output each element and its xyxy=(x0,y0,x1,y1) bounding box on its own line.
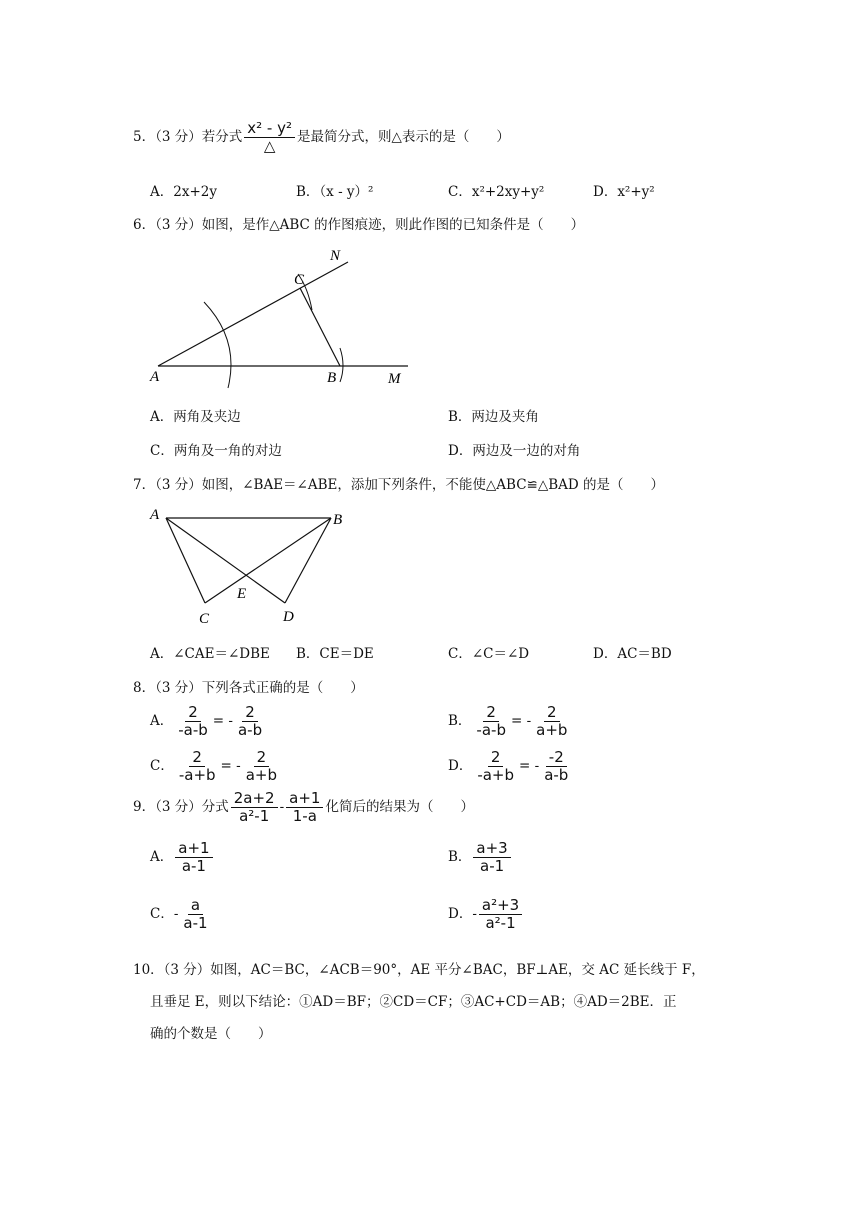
q5-option-a: A．2x+2y xyxy=(150,184,217,200)
denominator: -a-b xyxy=(476,721,506,739)
segment-db xyxy=(285,518,331,603)
q5-frac-num: x² - y² xyxy=(244,120,295,138)
option-label: A． xyxy=(150,713,174,729)
segment-bc xyxy=(300,288,340,366)
numerator: 2 xyxy=(242,704,258,722)
question-9 xyxy=(133,790,474,825)
q7-option-c: C．∠C＝∠D xyxy=(448,646,530,662)
q5-fraction xyxy=(244,120,295,155)
label-b: B xyxy=(333,512,343,528)
numerator: a+3 xyxy=(473,840,510,858)
q7-figure xyxy=(142,502,362,630)
question-8: 8．（3 分）下列各式正确的是（ ） xyxy=(133,680,364,696)
q7-option-d: D．AC＝BD xyxy=(593,646,672,662)
sign: - xyxy=(472,906,477,922)
numerator: -2 xyxy=(546,749,567,767)
equals-minus: = - xyxy=(212,713,233,729)
label-n: N xyxy=(330,248,341,264)
label-e: E xyxy=(237,586,247,602)
question-5 xyxy=(133,120,510,155)
denominator: -a+b xyxy=(178,766,216,784)
numerator: 2 xyxy=(544,704,560,722)
denominator: a-1 xyxy=(181,857,206,875)
left-fraction xyxy=(473,704,509,739)
right-fraction xyxy=(243,749,280,784)
question-6: 6．（3 分）如图，是作△ABC 的作图痕迹，则此作图的已知条件是（ ） xyxy=(133,217,585,233)
q7-option-b: B．CE＝DE xyxy=(296,646,374,662)
q5-option-d: D．x²+y² xyxy=(593,184,655,200)
segment-ac xyxy=(166,518,205,603)
label-d: D xyxy=(283,609,294,625)
numerator: a+1 xyxy=(286,790,323,808)
q8-option-b xyxy=(448,704,572,739)
q7-option-a: A．∠CAE＝∠DBE xyxy=(150,646,270,662)
denominator: a+b xyxy=(245,766,278,784)
numerator: 2a+2 xyxy=(231,790,278,808)
arc-at-b xyxy=(340,348,343,382)
q6-figure xyxy=(140,240,420,392)
option-label: C． xyxy=(150,906,174,922)
denominator: a²-1 xyxy=(485,914,516,932)
label-c: C xyxy=(199,611,210,627)
equals-minus: = - xyxy=(510,713,532,729)
fraction xyxy=(479,897,522,932)
numerator: 2 xyxy=(483,704,499,722)
label-a: A xyxy=(150,507,160,523)
q8-option-c xyxy=(150,749,282,784)
denominator: -a+b xyxy=(477,766,515,784)
denominator: -a-b xyxy=(178,721,208,739)
label-a: A xyxy=(150,369,160,385)
q6-option-d: D．两边及一边的对角 xyxy=(448,443,581,459)
q8-option-d xyxy=(448,749,573,784)
ray-an xyxy=(158,262,348,366)
numerator: 2 xyxy=(189,749,205,767)
right-fraction xyxy=(541,749,571,784)
question-10-line-3: 确的个数是（ ） xyxy=(150,1026,272,1042)
q9-option-a xyxy=(150,840,215,875)
fraction xyxy=(473,840,510,875)
q9-option-b xyxy=(448,840,513,875)
q9-option-c xyxy=(150,897,213,932)
option-label: C． xyxy=(150,758,174,774)
option-label: B． xyxy=(448,713,472,729)
q9-option-d xyxy=(448,897,524,932)
numerator: 2 xyxy=(254,749,270,767)
question-10-line-2: 且垂足 E，则以下结论：①AD＝BF；②CD＝CF；③AC+CD＝AB；④AD＝2BE．正 xyxy=(150,994,677,1010)
question-10-line-1: 10．（3 分）如图，AC＝BC，∠ACB＝90°，AE 平分∠BAC，BF⊥AE，交 AC 延长线于 F， xyxy=(133,962,705,978)
denominator: 1-a xyxy=(292,807,317,825)
numerator: 2 xyxy=(185,704,201,722)
q9-prefix: 9．（3 分）分式 xyxy=(133,799,229,815)
arc-at-a xyxy=(204,302,231,388)
option-label: D． xyxy=(448,758,473,774)
label-b: B xyxy=(327,370,337,386)
numerator: a²+3 xyxy=(479,897,522,915)
q6-option-b: B．两边及夹角 xyxy=(448,409,539,425)
denominator: a-b xyxy=(237,721,263,739)
denominator: a+b xyxy=(536,721,568,739)
q9-fraction-2 xyxy=(286,790,323,825)
denominator: a²-1 xyxy=(239,807,270,825)
question-7: 7．（3 分）如图，∠BAE＝∠ABE，添加下列条件，不能使△ABC≌△BAD 的是（ ） xyxy=(133,477,665,493)
q5-option-b: B．（x - y）² xyxy=(296,184,374,200)
q6-option-a: A．两角及夹边 xyxy=(150,409,241,425)
left-fraction xyxy=(474,749,517,784)
numerator: 2 xyxy=(488,749,504,767)
q9-fraction-1 xyxy=(231,790,278,825)
option-label: D． xyxy=(448,906,473,922)
sign: - xyxy=(173,906,179,922)
q9-minus: - xyxy=(279,799,285,815)
equals-minus: = - xyxy=(220,758,241,774)
q5-option-c: C．x²+2xy+y² xyxy=(448,184,545,200)
denominator: a-b xyxy=(544,766,569,784)
q6-option-c: C．两角及一角的对边 xyxy=(150,443,282,459)
q8-option-a xyxy=(150,704,267,739)
q5-prefix: 5．（3 分）若分式 xyxy=(133,129,243,145)
right-fraction xyxy=(235,704,265,739)
fraction xyxy=(180,897,210,932)
label-c: C xyxy=(294,272,305,288)
denominator: a-1 xyxy=(183,914,208,932)
fraction xyxy=(175,840,212,875)
q9-suffix: 化简后的结果为（ ） xyxy=(325,799,474,815)
option-label: B． xyxy=(448,849,472,865)
denominator: a-1 xyxy=(480,857,505,875)
left-fraction xyxy=(175,704,211,739)
right-fraction xyxy=(533,704,570,739)
option-label: A． xyxy=(150,849,174,865)
left-fraction xyxy=(176,749,219,784)
q5-frac-den: △ xyxy=(263,137,276,155)
label-m: M xyxy=(388,371,401,387)
q5-suffix: 是最简分式，则△表示的是（ ） xyxy=(296,129,510,145)
numerator: a+1 xyxy=(175,840,212,858)
numerator: a xyxy=(188,897,203,915)
equals-minus: = - xyxy=(519,758,540,774)
